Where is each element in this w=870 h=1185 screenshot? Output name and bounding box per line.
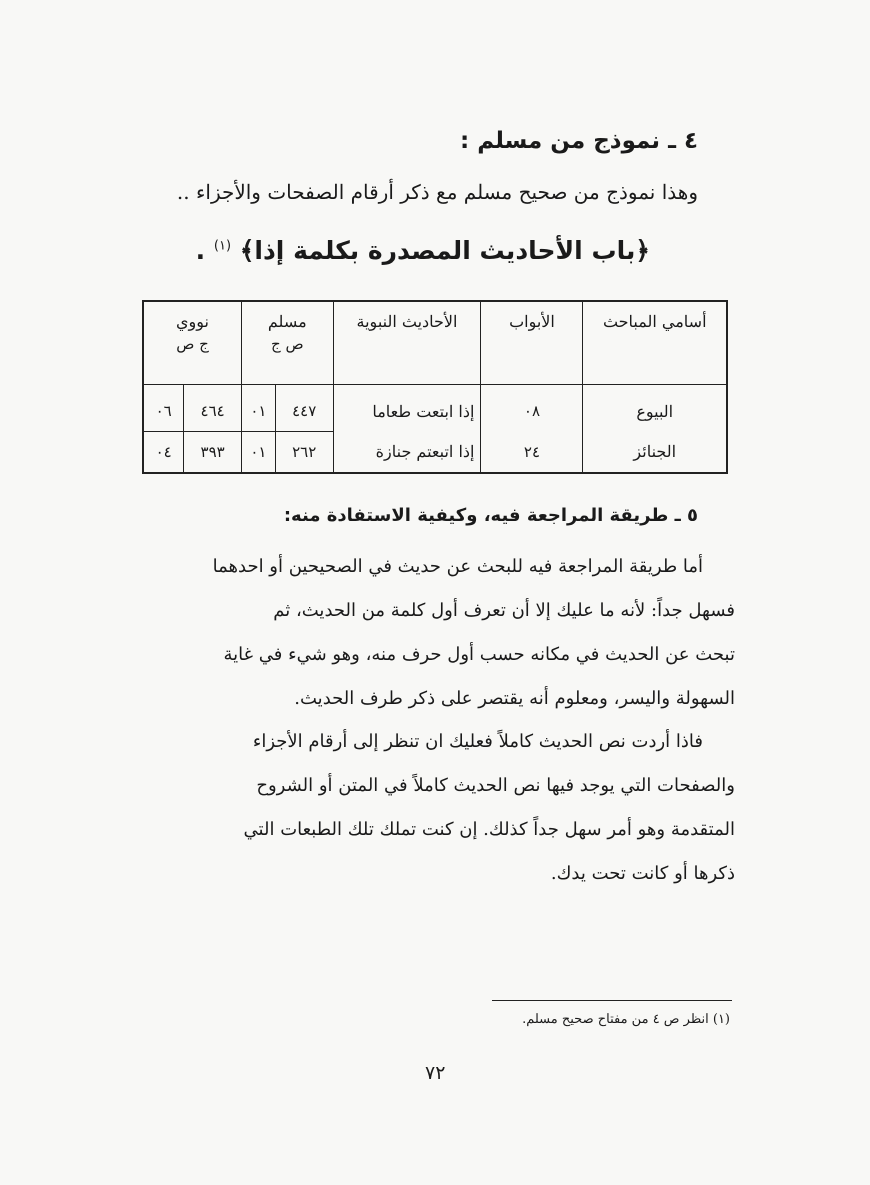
paragraph-line: تبحث عن الحديث في مكانه حسب أول حرف منه، وهو شيء في غاية xyxy=(223,644,735,665)
footnote: (١) انظر ص ٤ من مفتاح صحيح مسلم. xyxy=(522,1012,730,1027)
cell-chapter: ٠٨ xyxy=(481,385,583,432)
paragraph-1 xyxy=(137,545,735,721)
header-nawawi xyxy=(143,301,242,385)
paragraph-line: فسهل جداً: لأنه ما عليك إلا أن تعرف أول كلمة من الحديث، ثم xyxy=(273,600,735,621)
cell-hadith: إذا ابتعت طعاما xyxy=(333,385,481,432)
cell-muslim-part: ٠١ xyxy=(242,432,276,474)
paragraph-2 xyxy=(137,720,735,896)
cell-nawawi-page: ٣٩٣ xyxy=(184,432,242,474)
header-muslim xyxy=(242,301,334,385)
paragraph-line: والصفحات التي يوجد فيها نص الحديث كاملاً في المتن أو الشروح xyxy=(256,775,735,796)
cell-muslim-page: ٢٦٢ xyxy=(275,432,333,474)
cell-nawawi-part: ٠٦ xyxy=(143,385,184,432)
cell-muslim-page: ٤٤٧ xyxy=(275,385,333,432)
header-chapters: الأبواب xyxy=(481,301,583,385)
cell-topic: البيوع xyxy=(583,385,727,432)
section-4-intro: وهذا نموذج من صحيح مسلم مع ذكر أرقام الصفحات والأجزاء .. xyxy=(176,180,698,204)
paragraph-line: المتقدمة وهو أمر سهل جداً كذلك. إن كنت تملك تلك الطبعات التي xyxy=(243,819,735,840)
cell-chapter: ٢٤ xyxy=(481,432,583,474)
header-nawawi-label: نووي xyxy=(176,312,209,331)
header-muslim-label: مسلم xyxy=(267,312,307,331)
chapter-title xyxy=(196,236,650,265)
header-hadiths: الأحاديث النبوية xyxy=(333,301,481,385)
table-header-row xyxy=(143,301,727,385)
table-row xyxy=(143,385,727,432)
chapter-title-end: . xyxy=(195,236,206,265)
footnote-divider xyxy=(492,1000,732,1001)
section-5-heading: ٥ ـ طريقة المراجعة فيه، وكيفية الاستفادة منه: xyxy=(283,505,698,526)
cell-topic: الجنائز xyxy=(583,432,727,474)
table-row xyxy=(143,432,727,474)
section-4-heading: ٤ ـ نموذج من مسلم : xyxy=(459,128,698,154)
paragraph-line: السهولة واليسر، ومعلوم أنه يقتصر على ذكر طرف الحديث. xyxy=(294,688,735,709)
footnote-reference: (١) xyxy=(213,238,232,254)
paragraph-line: ذكرها أو كانت تحت يدك. xyxy=(550,863,735,884)
cell-nawawi-part: ٠٤ xyxy=(143,432,184,474)
cell-muslim-part: ٠١ xyxy=(242,385,276,432)
header-nawawi-sub: ج ص xyxy=(176,335,209,353)
hadith-index-table xyxy=(142,300,728,474)
cell-hadith: إذا اتبعتم جنازة xyxy=(333,432,481,474)
page-number: ٧٢ xyxy=(425,1062,446,1084)
chapter-title-text: ﴿باب الأحاديث المصدرة بكلمة إذا﴾ xyxy=(239,236,650,265)
cell-nawawi-page: ٤٦٤ xyxy=(184,385,242,432)
paragraph-line: فاذا أردت نص الحديث كاملاً فعليك ان تنظر إلى أرقام الأجزاء xyxy=(252,731,703,752)
paragraph-line: أما طريقة المراجعة فيه للبحث عن حديث في الصحيحين أو احدهما xyxy=(212,556,703,577)
header-muslim-sub: ص ج xyxy=(271,335,304,353)
header-topics: أسامي المباحث xyxy=(583,301,727,385)
